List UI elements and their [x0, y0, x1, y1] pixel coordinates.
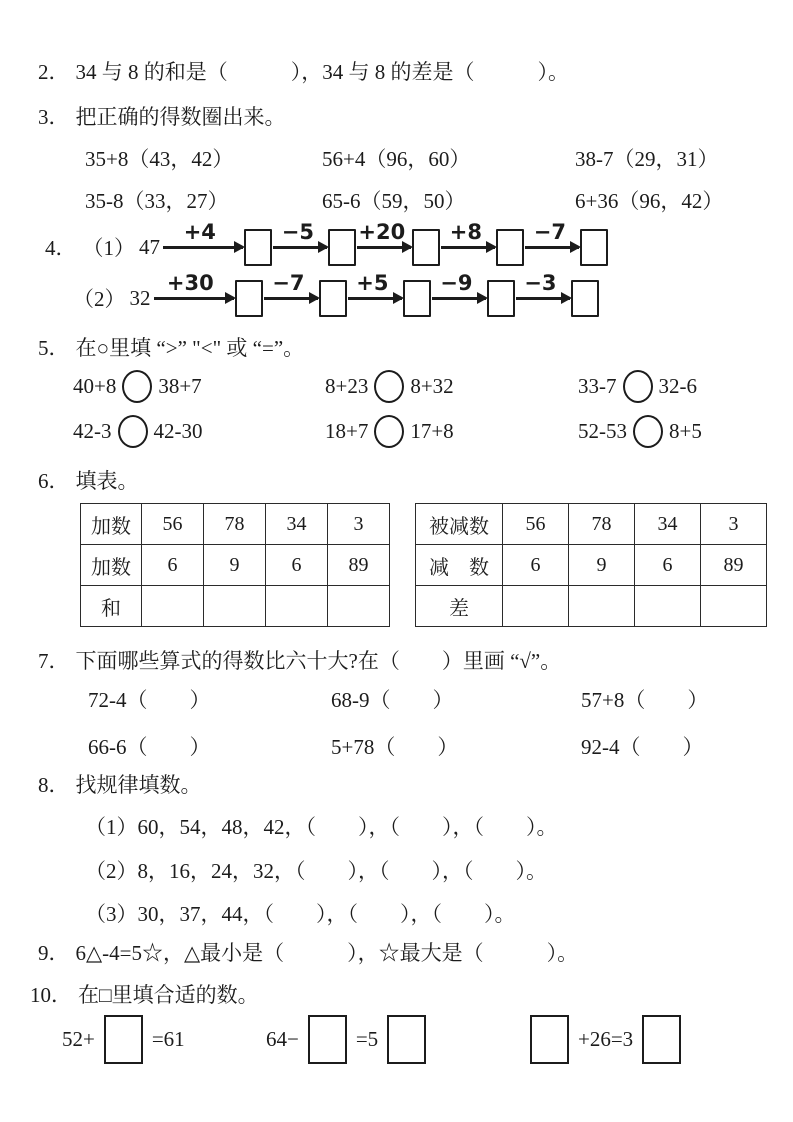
equation-prefix: 52+: [62, 1026, 95, 1051]
answer-box[interactable]: [235, 280, 263, 317]
question-5-number: 5．: [38, 336, 70, 360]
comparison-circle[interactable]: [633, 415, 663, 448]
question-3-text: 把正确的得数圈出来。: [75, 105, 286, 129]
circle-answer-item[interactable]: 35-8（33，27）: [85, 189, 229, 213]
comparison-circle[interactable]: [623, 370, 653, 403]
operation-label: −7: [272, 270, 305, 295]
right-expression: 32-6: [658, 373, 697, 398]
table-cell: 78: [569, 504, 635, 545]
arrow-icon: [432, 270, 486, 300]
equation-suffix: =61: [151, 1026, 185, 1051]
sequence-item-1[interactable]: （1）60，54，48，42，（ ），（ ），（ ）。: [85, 815, 558, 839]
left-expression: 18+7: [325, 418, 369, 443]
comparison-item: [578, 415, 793, 448]
answer-cell[interactable]: [204, 586, 266, 627]
answer-box[interactable]: [104, 1015, 143, 1064]
chain-2-start-value: 32: [129, 285, 151, 310]
arrow-icon: [516, 270, 570, 300]
table-row: [416, 586, 767, 627]
box-equation-1: [62, 1010, 185, 1068]
answer-cell[interactable]: [328, 586, 390, 627]
sequence-item-2[interactable]: （2）8，16，24，32，（ ），（ ），（ ）。: [85, 859, 547, 883]
row-header: 差: [416, 586, 503, 627]
answer-box[interactable]: [412, 229, 440, 266]
operation-label: −5: [281, 219, 314, 244]
table-cell: 3: [701, 504, 767, 545]
table-row: [81, 545, 390, 586]
question-6-text: 填表。: [75, 469, 139, 493]
question-9: [38, 937, 578, 967]
table-row: [81, 504, 390, 545]
comparison-circle[interactable]: [122, 370, 152, 403]
question-4-number: 4．: [45, 236, 77, 260]
arrow-icon: [357, 219, 411, 249]
question-3-row-1: [0, 143, 793, 173]
table-cell: 34: [635, 504, 701, 545]
table-cell: 56: [503, 504, 569, 545]
equation-prefix: 64−: [266, 1026, 299, 1051]
box-equation-2: [266, 1010, 435, 1068]
question-2: [38, 56, 569, 86]
question-5-row-2: [0, 412, 793, 450]
check-item[interactable]: 66-6（ ）: [88, 735, 211, 759]
comparison-item: [73, 415, 325, 448]
left-expression: 40+8: [73, 373, 117, 398]
comparison-item: [325, 415, 578, 448]
question-10-number: 10．: [30, 983, 72, 1007]
sequence-item-3[interactable]: （3）30，37，44，（ ），（ ），（ ）。: [85, 902, 516, 926]
check-item[interactable]: 72-4（ ）: [88, 688, 211, 712]
answer-cell[interactable]: [503, 586, 569, 627]
comparison-circle[interactable]: [374, 370, 404, 403]
circle-answer-item[interactable]: 56+4（96，60）: [322, 147, 471, 171]
operation-label: +4: [183, 219, 216, 244]
question-5-text: 在○里填 “>” "<" 或 “=”。: [75, 336, 305, 360]
question-5-title: [38, 332, 304, 362]
operation-label: −7: [533, 219, 566, 244]
right-expression: 42-30: [153, 418, 203, 443]
question-8-title: [38, 769, 202, 799]
question-9-number: 9．: [38, 941, 70, 965]
check-item[interactable]: 68-9（ ）: [331, 688, 454, 712]
question-3-row-2: [0, 185, 793, 215]
subtraction-table: [415, 503, 767, 627]
question-7-text: 下面哪些算式的得数比六十大?在（ ）里画 “√”。: [75, 649, 562, 673]
table-cell: 6: [142, 545, 204, 586]
operation-label: +8: [449, 219, 482, 244]
right-expression: 38+7: [158, 373, 202, 398]
arrow-icon: [264, 270, 318, 300]
answer-cell[interactable]: [635, 586, 701, 627]
question-4-chain-2: [73, 270, 599, 319]
answer-box[interactable]: [496, 229, 524, 266]
row-header: 减 数: [416, 545, 503, 586]
right-expression: 8+32: [410, 373, 454, 398]
question-6-title: [38, 465, 139, 495]
operation-label: −3: [524, 270, 557, 295]
table-cell: 9: [569, 545, 635, 586]
question-2-number: 2．: [38, 60, 70, 84]
equation-middle: +26=3: [578, 1026, 634, 1051]
left-expression: 42-3: [73, 418, 112, 443]
operation-label: +20: [358, 219, 406, 244]
table-row: [81, 586, 390, 627]
table-cell: 6: [266, 545, 328, 586]
operation-label: −9: [440, 270, 473, 295]
question-5-row-1: [0, 367, 793, 405]
box-equation-3: [530, 1010, 690, 1068]
circle-answer-item[interactable]: 6+36（96，42）: [575, 189, 724, 213]
right-expression: 17+8: [410, 418, 454, 443]
question-2-text: 34 与 8 的和是（ ），34 与 8 的差是（ ）。: [75, 60, 569, 84]
answer-cell[interactable]: [142, 586, 204, 627]
question-7-row-2: [0, 731, 793, 761]
answer-box[interactable]: [487, 280, 515, 317]
answer-box[interactable]: [580, 229, 608, 266]
arrow-icon: [163, 219, 243, 249]
comparison-item: [73, 370, 325, 403]
table-cell: 34: [266, 504, 328, 545]
answer-cell[interactable]: [266, 586, 328, 627]
answer-box[interactable]: [387, 1015, 426, 1064]
arrow-icon: [525, 219, 579, 249]
answer-cell[interactable]: [569, 586, 635, 627]
left-expression: 52-53: [578, 418, 627, 443]
right-expression: 8+5: [669, 418, 702, 443]
chain-1-label: （1）: [82, 236, 135, 260]
answer-box[interactable]: [571, 280, 599, 317]
circle-answer-item[interactable]: 35+8（43，42）: [85, 147, 234, 171]
answer-box[interactable]: [403, 280, 431, 317]
left-expression: 8+23: [325, 373, 369, 398]
equation-middle: =5: [355, 1026, 379, 1051]
answer-cell[interactable]: [701, 586, 767, 627]
chain-1-start-value: 47: [139, 234, 160, 259]
question-6-number: 6．: [38, 469, 70, 493]
question-10-title: [30, 979, 259, 1009]
comparison-circle[interactable]: [118, 415, 148, 448]
question-10-text: 在□里填合适的数。: [78, 983, 259, 1007]
answer-box[interactable]: [244, 229, 272, 266]
comparison-circle[interactable]: [374, 415, 404, 448]
row-header: 被减数: [416, 504, 503, 545]
question-8-number: 8．: [38, 773, 70, 797]
answer-box[interactable]: [642, 1015, 681, 1064]
row-header: 和: [81, 586, 142, 627]
comparison-item: [578, 370, 793, 403]
arrow-icon: [441, 219, 495, 249]
check-item[interactable]: 5+78（ ）: [331, 735, 459, 759]
row-header: 加数: [81, 545, 142, 586]
table-cell: 78: [204, 504, 266, 545]
question-8-text: 找规律填数。: [75, 773, 202, 797]
question-7-number: 7．: [38, 649, 70, 673]
table-cell: 9: [204, 545, 266, 586]
table-row: [416, 504, 767, 545]
answer-box[interactable]: [319, 280, 347, 317]
operation-label: +30: [166, 270, 214, 295]
question-3-title: [38, 101, 286, 131]
question-3-number: 3．: [38, 105, 70, 129]
row-header: 加数: [81, 504, 142, 545]
table-cell: 89: [328, 545, 390, 586]
question-4-chain-1: [45, 219, 608, 268]
check-item[interactable]: 57+8（ ）: [581, 688, 709, 712]
question-9-text: 6△-4=5☆，△最小是（ ），☆最大是（ ）。: [75, 941, 579, 965]
table-cell: 56: [142, 504, 204, 545]
addition-table: [80, 503, 390, 627]
answer-box[interactable]: [328, 229, 356, 266]
table-cell: 89: [701, 545, 767, 586]
table-cell: 3: [328, 504, 390, 545]
operation-label: +5: [356, 270, 389, 295]
arrow-icon: [273, 219, 327, 249]
left-expression: 33-7: [578, 373, 617, 398]
circle-answer-item[interactable]: 38-7（29，31）: [575, 147, 719, 171]
arrow-icon: [154, 270, 234, 300]
table-cell: 6: [635, 545, 701, 586]
check-item[interactable]: 92-4（ ）: [581, 735, 704, 759]
chain-2-label: （2）: [73, 287, 126, 311]
answer-box[interactable]: [530, 1015, 569, 1064]
answer-box[interactable]: [308, 1015, 347, 1064]
question-7-title: [38, 645, 561, 675]
table-row: [416, 545, 767, 586]
table-cell: 6: [503, 545, 569, 586]
question-7-row-1: [0, 684, 793, 714]
arrow-icon: [348, 270, 402, 300]
comparison-item: [325, 370, 578, 403]
circle-answer-item[interactable]: 65-6（59，50）: [322, 189, 466, 213]
